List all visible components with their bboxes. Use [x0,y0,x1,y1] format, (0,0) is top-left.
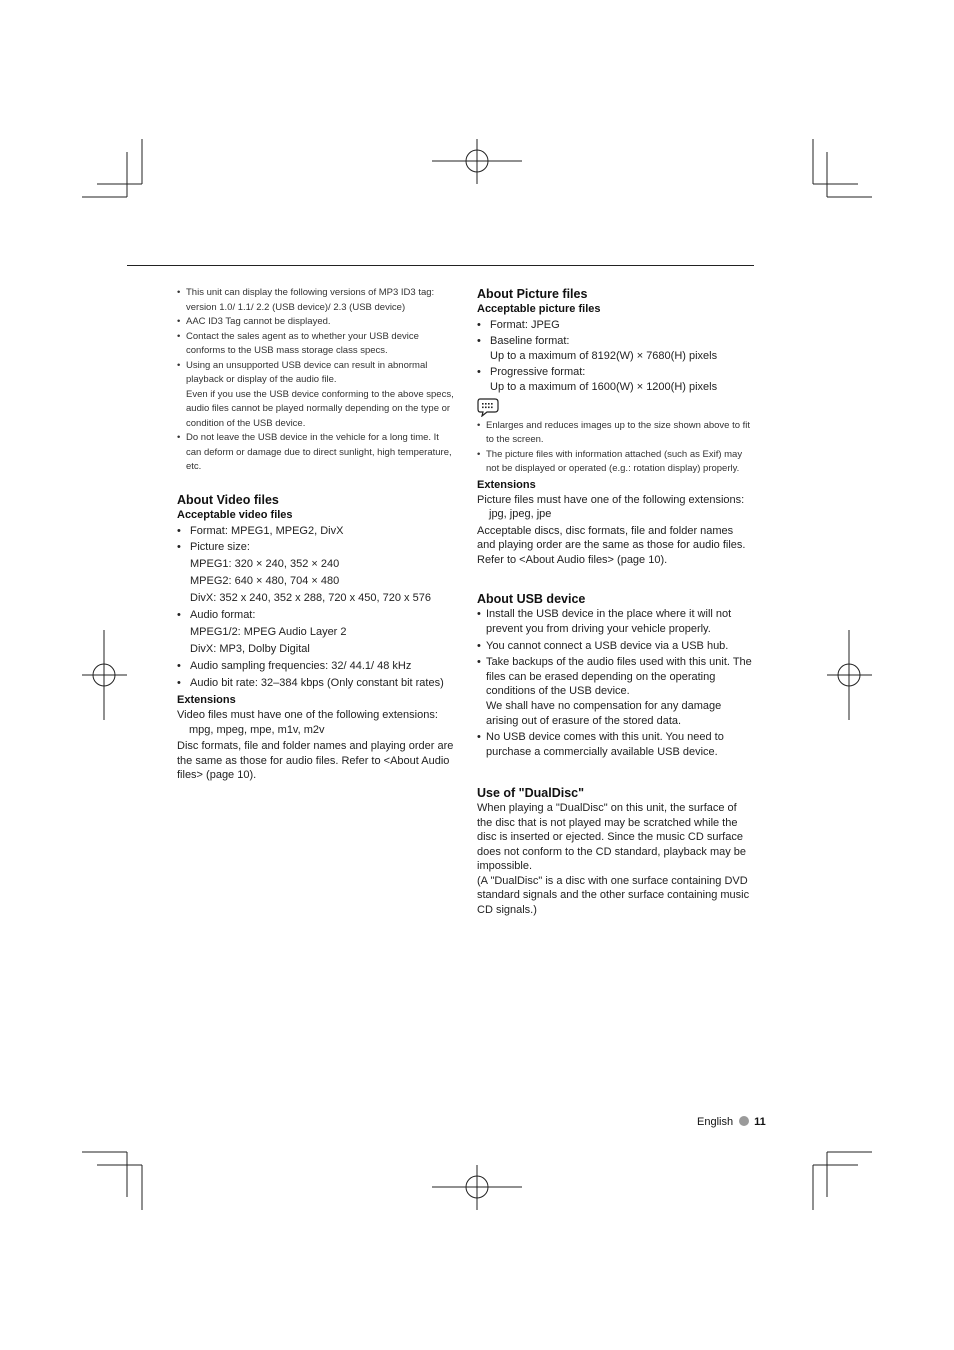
list-item: • Baseline format: Up to a maximum of 8192(W) × 7680(H) pixels [477,334,753,364]
video-files-heading: About Video files [177,492,279,507]
video-extensions-text: Video files must have one of the following extensions: [177,709,438,722]
list-item: • Using an unsupported USB device can result in abnormal playback or display of the audio file. Even if you use the USB device conforming to the above specs, audio files cannot be played normally depending on the type or condition of the USB device. [177,359,455,432]
usb-notes-list [477,607,753,759]
video-extensions-heading: Extensions [177,694,236,707]
list-item: • The picture files with information attached (such as Exif) may not be displayed or operated (e.g.: rotation display) properly. [477,448,753,477]
picture-disc-text: Acceptable discs, disc formats, file and folder names and playing order are the same as those for audio files. Refer to <About Audio files> (page 10). [477,524,746,566]
picture-spec-list [477,318,753,395]
dualdisc-definition: (A "DualDisc" is a disc with one surface containing DVD standard signals and the other surface containing music CD signals.) [477,874,750,916]
footer-dot-icon [739,1116,749,1126]
list-item: • Progressive format: Up to a maximum of 1600(W) × 1200(H) pixels [477,365,753,395]
mp3-notes-list [177,286,455,475]
usb-device-heading: About USB device [477,592,586,607]
page-number: 11 [754,1116,766,1128]
note-speech-bubble-icon [477,397,499,417]
picture-extensions-list: jpg, jpeg, jpe [489,508,552,521]
dualdisc-heading: Use of "DualDisc" [477,786,585,801]
list-item: • Contact the sales agent as to whether your USB device conforms to the USB mass storage class specs. [177,330,455,359]
list-item: • Format: MPEG1, MPEG2, DivX [177,524,455,539]
list-item: • Audio sampling frequencies: 32/ 44.1/ 48 kHz [177,659,455,674]
list-item: • No USB device comes with this unit. You need to purchase a commercially available USB device. [477,730,753,759]
list-item: • Install the USB device in the place where it will not prevent you from driving your vehicle properly. [477,607,753,636]
list-item-continuation: Even if you use the USB device conforming to the above specs, audio files cannot be played normally depending on the type or condition of the USB device. [186,388,454,429]
right-column [477,286,753,917]
list-item: • Audio bit rate: 32–384 kbps (Only constant bit rates) [177,676,455,691]
list-item: • Do not leave the USB device in the vehicle for a long time. It can deform or damage due to direct sunlight, high temperature, etc. [177,431,455,475]
list-item: • Format: JPEG [477,318,753,333]
list-item: • Audio format: MPEG1/2: MPEG Audio Layer 2 DivX: MP3, Dolby Digital [177,608,455,657]
page-footer [697,1115,766,1129]
list-item: • AAC ID3 Tag cannot be displayed. [177,315,455,330]
list-item: • Enlarges and reduces images up to the size shown above to fit to the screen. [477,419,753,448]
header-rule [127,265,754,266]
picture-notes-list [477,419,753,477]
acceptable-video-subheading: Acceptable video files [177,508,293,521]
left-column [177,286,455,783]
dualdisc-paragraph: When playing a "DualDisc" on this unit, the surface of the disc that is not played may be scratched while the disc is inserted or ejected. Since the music CD surface does not conform to the CD standard, playback may be impossible. [477,802,747,873]
footer-language: English [697,1116,734,1128]
picture-extensions-text: Picture files must have one of the following extensions: [477,493,745,506]
list-item: • Picture size: MPEG1: 320 × 240, 352 × 240 MPEG2: 640 × 480, 704 × 480 DivX: 352 x 240, 352 x 288, 720 x 450, 720 x 576 [177,540,455,606]
video-spec-list [177,524,455,691]
picture-extensions-heading: Extensions [477,478,536,491]
video-extensions-list: mpg, mpeg, mpe, m1v, m2v [189,723,325,736]
list-item: • You cannot connect a USB device via a USB hub. [477,639,753,654]
list-item: • This unit can display the following versions of MP3 ID3 tag: version 1.0/ 1.1/ 2.2 (USB device)/ 2.3 (USB device) [177,286,455,315]
picture-files-heading: About Picture files [477,287,588,301]
acceptable-picture-subheading: Acceptable picture files [477,303,601,315]
video-disc-text: Disc formats, file and folder names and playing order are the same as those for audio files. Refer to <About Audio files> (page 10). [177,740,454,782]
list-item: • Take backups of the audio files used with this unit. The files can be erased depending on the operating conditions of the USB device. We shall have no compensation for any damage arising out of erasure of the stored data. [477,655,753,728]
